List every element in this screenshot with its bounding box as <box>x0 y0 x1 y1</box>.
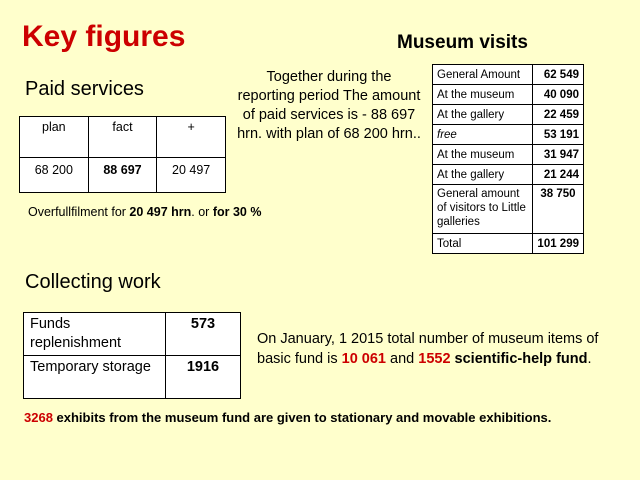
row-value: 53 191 <box>533 125 584 145</box>
table-row <box>24 313 241 356</box>
row-value: 40 090 <box>533 85 584 105</box>
fact-value: 88 697 <box>88 158 157 193</box>
table-row <box>433 234 584 254</box>
row-label: free <box>433 125 533 145</box>
row-value: 101 299 <box>533 234 584 254</box>
basic-fund-count: 10 061 <box>341 351 386 367</box>
collecting-work-table <box>23 312 241 399</box>
overfulfilment-mid: . or <box>191 205 213 219</box>
table-row <box>433 65 584 85</box>
row-value: 62 549 <box>533 65 584 85</box>
plus-value: 20 497 <box>157 158 226 193</box>
museum-visits-table <box>432 64 584 254</box>
plan-value: 68 200 <box>20 158 89 193</box>
page-title: Key figures <box>22 20 186 53</box>
exhibits-note <box>24 408 624 427</box>
row-value: 1916 <box>166 356 241 399</box>
table-row <box>24 356 241 399</box>
row-value: 31 947 <box>533 145 584 165</box>
overfulfilment-line <box>28 205 261 219</box>
table-header-row <box>20 117 226 158</box>
fund-note-and: and <box>386 351 419 367</box>
exhibits-text: exhibits from the museum fund are given to stationary and movable exhibitions. <box>52 410 552 425</box>
row-label: At the gallery <box>433 165 533 185</box>
table-row <box>433 125 584 145</box>
row-label: Temporary storage <box>24 356 166 399</box>
table-row <box>433 165 584 185</box>
paid-services-summary: Together during the reporting period The amount of paid services is - 88 697 hrn. with plan of 68 200 hrn.. <box>237 69 421 142</box>
row-label: General Amount <box>433 65 533 85</box>
overfulfilment-percent: for 30 % <box>212 205 262 219</box>
paid-services-heading: Paid services <box>25 78 144 100</box>
row-value: 573 <box>166 313 241 356</box>
fund-note-end: . <box>587 351 592 367</box>
fact-header: fact <box>88 117 157 158</box>
row-label: Total <box>433 234 533 254</box>
row-label: At the museum <box>433 85 533 105</box>
row-label: At the museum <box>433 145 533 165</box>
row-label: General amount of visitors to Little galleries <box>433 185 533 234</box>
row-value: 21 244 <box>533 165 584 185</box>
row-label: At the gallery <box>433 105 533 125</box>
exhibits-count: 3268 <box>24 410 53 425</box>
scientific-fund-count: 1552 <box>418 351 451 367</box>
row-value: 22 459 <box>533 105 584 125</box>
scientific-fund-label: scientific-help fund <box>454 351 588 367</box>
paid-services-table <box>19 116 226 193</box>
table-row <box>433 185 584 234</box>
museum-visits-heading: Museum visits <box>397 32 528 53</box>
table-row <box>433 105 584 125</box>
plan-header: plan <box>20 117 89 158</box>
collecting-work-heading: Collecting work <box>25 271 161 293</box>
overfulfilment-amount: 20 497 hrn <box>129 205 192 219</box>
fund-note-text: On January, 1 2015 total number of museum items of basic fund is <box>257 331 599 367</box>
fund-note <box>257 329 607 369</box>
table-row <box>433 85 584 105</box>
table-row <box>20 158 226 193</box>
row-value: 38 750 <box>533 185 584 234</box>
row-label: Funds replenishment <box>24 313 166 356</box>
table-row <box>433 145 584 165</box>
overfulfilment-prefix: Overfullfilment for <box>28 205 130 219</box>
plus-header: + <box>157 117 226 158</box>
